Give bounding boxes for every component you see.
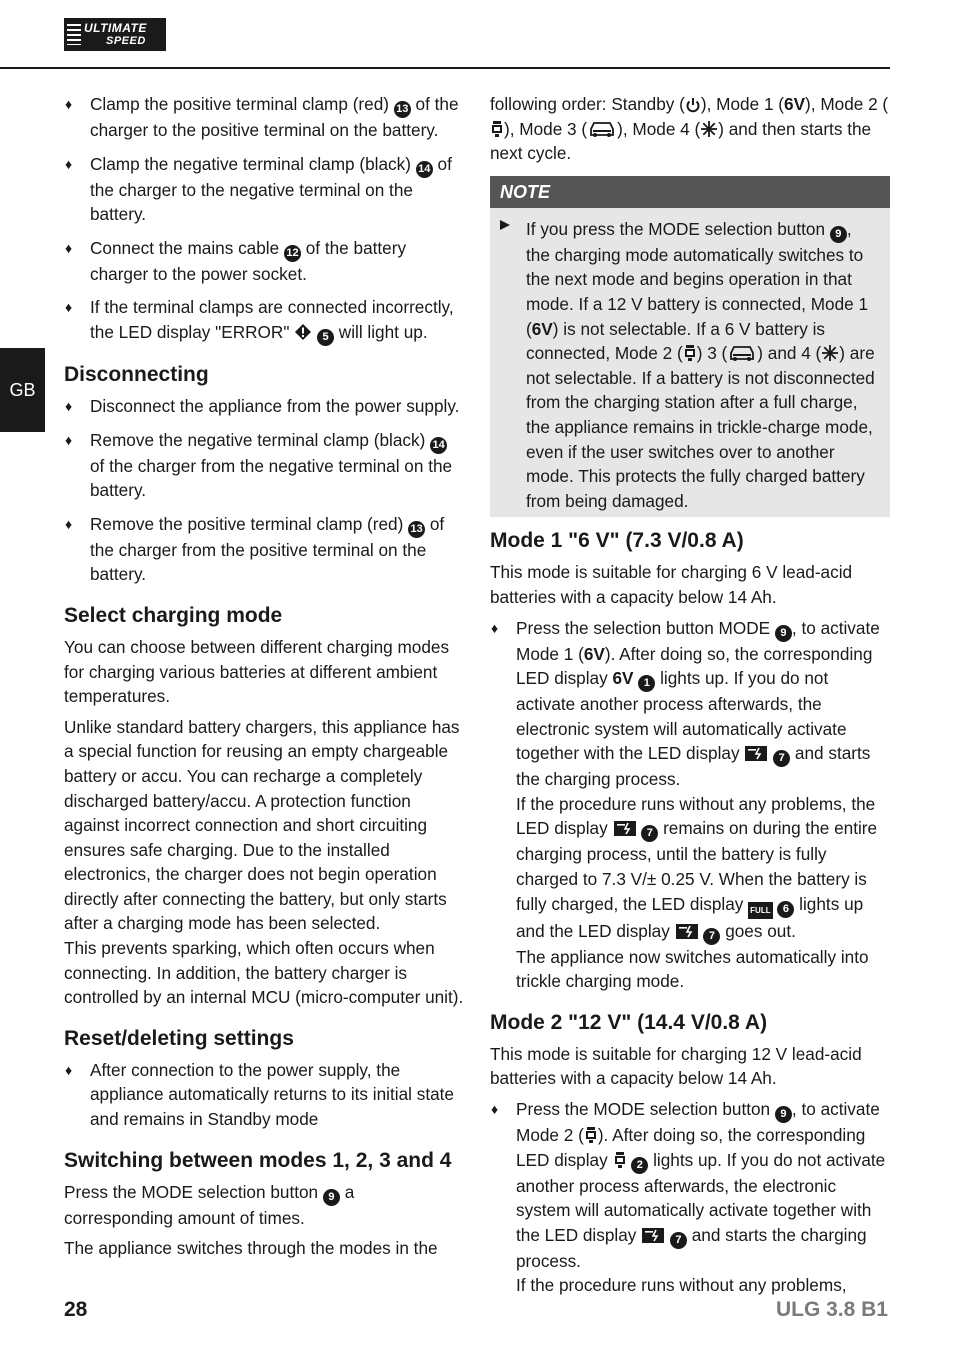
bullet-diamond-icon: ♦ bbox=[491, 619, 499, 636]
mode4-snowflake-icon bbox=[700, 120, 718, 138]
ref-number: 9 bbox=[830, 226, 847, 243]
heading-reset: Reset/deleting settings bbox=[64, 1026, 294, 1050]
mode2-motorcycle-battery-icon bbox=[490, 120, 504, 138]
ref-number: 9 bbox=[323, 1189, 340, 1206]
list-item: ♦ Clamp the negative terminal clamp (black) 14 of the charger to the negative terminal on the battery. bbox=[65, 153, 452, 225]
charging-battery-icon bbox=[613, 819, 637, 837]
bullet-diamond-icon: ♦ bbox=[491, 1101, 499, 1118]
ref-number: 12 bbox=[284, 245, 301, 262]
ref-number: 13 bbox=[408, 521, 425, 538]
paragraph: You can choose between different charging modes for charging various batteries at different ambient temperatures. bbox=[64, 636, 450, 707]
heading-switching-modes: Switching between modes 1, 2, 3 and 4 bbox=[64, 1148, 452, 1172]
heading-disconnecting: Disconnecting bbox=[64, 362, 209, 386]
ref-number: 2 bbox=[631, 1157, 648, 1174]
mode2-motorcycle-battery-icon bbox=[683, 344, 697, 362]
bullet-diamond-icon: ♦ bbox=[65, 299, 73, 316]
charging-battery-icon bbox=[744, 744, 768, 762]
ref-number: 9 bbox=[775, 1106, 792, 1123]
model-name: ULG 3.8 B1 bbox=[775, 1298, 888, 1321]
list-item: ♦ Clamp the positive terminal clamp (red) 13 of the charger to the positive terminal on the battery. bbox=[65, 94, 459, 140]
bullet-diamond-icon: ♦ bbox=[65, 239, 73, 256]
ref-number: 13 bbox=[394, 101, 411, 118]
mode2-motorcycle-battery-icon bbox=[584, 1126, 598, 1144]
mode3-car-icon bbox=[727, 344, 757, 362]
logo-stripes bbox=[67, 24, 81, 45]
heading-mode2: Mode 2 "12 V" (14.4 V/0.8 A) bbox=[490, 1010, 768, 1034]
paragraph: This mode is suitable for charging 6 V lead-acid batteries with a capacity below 14 Ah. bbox=[490, 562, 853, 607]
logo-line2: SPEED bbox=[106, 35, 146, 47]
list-item: ♦ If the terminal clamps are connected incorrectly, the LED display "ERROR" 5 will light up. bbox=[64, 295, 464, 346]
bullet-diamond-icon: ♦ bbox=[65, 155, 73, 172]
left-column bbox=[64, 92, 464, 1267]
note-title: NOTE bbox=[490, 176, 890, 208]
list-item: ♦ Press the MODE selection button 9 , to activate Mode 2 ( ). After doing so, the corresponding LED display 2 lights up. If you do not activate another process afterwards, the electronic system will automatically activate together with the LED display 7 and starts the charging process. If the procedure runs without any problems, bbox=[491, 1099, 886, 1296]
list-item: ♦ Disconnect the appliance from the power supply. bbox=[64, 394, 464, 419]
logo-line1: ULTIMATE bbox=[84, 21, 147, 35]
ref-number: 7 bbox=[670, 1232, 687, 1249]
mode4-snowflake-icon bbox=[821, 344, 839, 362]
heading-mode1: Mode 1 "6 V" (7.3 V/0.8 A) bbox=[490, 529, 744, 553]
paragraph: Press the MODE selection button 9 a corresponding amount of times. bbox=[64, 1181, 355, 1228]
list-item: ♦ Press the selection button MODE 9 , to activate Mode 1 (6V). After doing so, the corresponding LED display 6V 1 lights up. If you do not activate another process afterwards, the electronic system will automatically activate together with the LED display 7 and starts the charging process. If the procedure runs without any problems, the LED display 7 remains on during the entire charging process, until the battery is fully charged to 7.3 V/± 0.25 V. When the battery is fully charged, the LED display FULL 6 lights up and the LED display 7 goes out. The appliance now switches automatically into trickle charging mode. bbox=[491, 617, 880, 992]
error-warning-icon bbox=[294, 323, 312, 341]
ref-number: 14 bbox=[416, 161, 433, 178]
ref-number: 6 bbox=[777, 901, 794, 918]
list-item: ♦ Remove the negative terminal clamp (black) 14 of the charger from the negative terminal on the battery. bbox=[65, 429, 453, 501]
ref-number: 7 bbox=[641, 825, 658, 842]
page-number: 28 bbox=[64, 1298, 88, 1321]
charging-battery-icon bbox=[641, 1226, 665, 1244]
list-item: ♦ After connection to the power supply, the appliance automatically returns to its initial state and remains in Standby mode bbox=[65, 1059, 454, 1130]
bullet-diamond-icon: ♦ bbox=[65, 96, 73, 112]
paragraph: The appliance switches through the modes in the bbox=[64, 1238, 438, 1259]
mode3-car-icon bbox=[587, 120, 617, 138]
heading-select-charging-mode: Select charging mode bbox=[64, 603, 283, 627]
ref-number: 1 bbox=[638, 675, 655, 692]
bullet-diamond-icon: ♦ bbox=[65, 431, 73, 448]
ref-number: 9 bbox=[775, 625, 792, 642]
paragraph: Unlike standard battery chargers, this appliance has a special function for reusing an empty chargeable battery or accu. You can recharge a completely discharged battery/accu. A protection function against incorrect connection and short circuiting ensures safe charging. Due to the installed electronics, the charger does not begin operation directly after connecting the battery, but only starts after a charging mode has been selected. bbox=[64, 716, 460, 934]
paragraph: following order: Standby ( ), Mode 1 (6V), Mode 2 (), Mode 3 ( ), Mode 4 ( ) and then starts the next cycle. bbox=[490, 94, 889, 164]
note-box bbox=[490, 176, 890, 518]
standby-power-icon bbox=[685, 97, 701, 113]
ref-number: 7 bbox=[703, 928, 720, 945]
paragraph: This prevents sparking, which often occurs when connecting. In addition, the battery charger is controlled by an internal MCU (micro-computer unit). bbox=[64, 938, 464, 1008]
bullet-diamond-icon: ♦ bbox=[65, 515, 73, 532]
note-body: If you press the MODE selection button 9 , the charging mode automatically switches to the next mode and begins operation in that mode. If a 12 V battery is connected, Mode 1 (6V) is not selectable. If a 6 V battery is connected, Mode 2 ( ) 3 ( ) and 4 ( ) are not selectable. If a battery is not disconnected from the charging station after a full charge, the appliance remains in trickle-charge mode, even if the user switches over to another mode. This protects the fully charged battery from being damaged. bbox=[490, 208, 890, 514]
ref-number: 5 bbox=[317, 329, 334, 346]
list-item: ♦ Remove the positive terminal clamp (red) 13 of the charger from the positive terminal on the battery. bbox=[65, 513, 445, 585]
header-rule bbox=[0, 67, 890, 69]
list-item: ♦ Connect the mains cable 12 of the battery charger to the power socket. bbox=[65, 237, 407, 284]
ref-number: 14 bbox=[430, 437, 447, 454]
right-column bbox=[490, 92, 890, 1307]
paragraph: This mode is suitable for charging 12 V lead-acid batteries with a capacity below 14 Ah. bbox=[490, 1043, 862, 1089]
bullet-diamond-icon: ♦ bbox=[65, 1061, 73, 1078]
ref-number: 7 bbox=[773, 750, 790, 767]
mode2-motorcycle-battery-icon bbox=[613, 1151, 627, 1169]
arrow-bullet-icon bbox=[500, 220, 510, 230]
bullet-diamond-icon: ♦ bbox=[65, 397, 73, 414]
language-tab: GB bbox=[0, 348, 45, 432]
full-battery-icon: FULL bbox=[748, 902, 772, 919]
charging-battery-icon bbox=[675, 922, 699, 940]
brand-logo bbox=[64, 18, 166, 51]
